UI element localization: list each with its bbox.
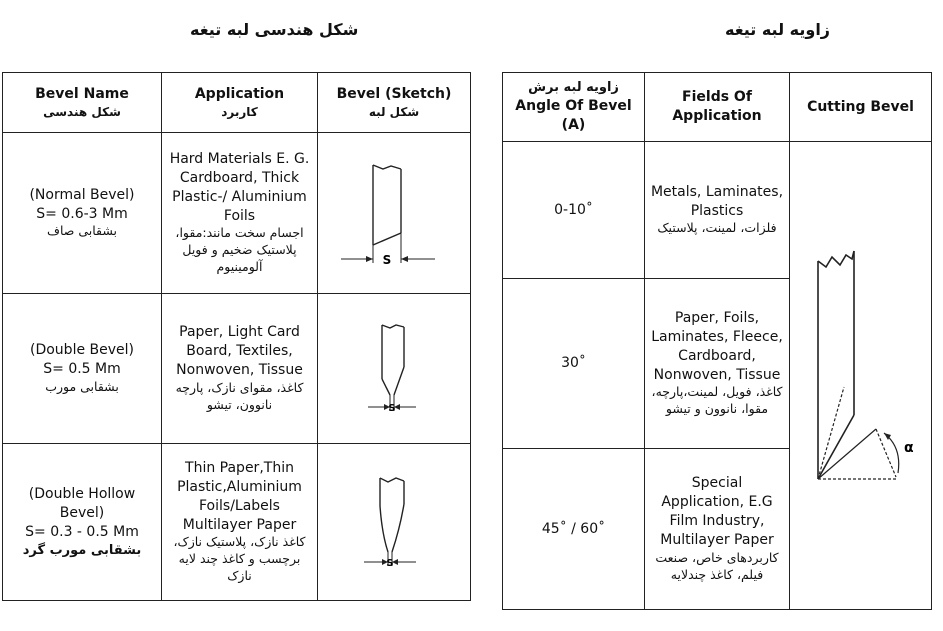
double-hollow-bevel-sketch <box>344 472 444 572</box>
cutting-bevel-cell <box>790 142 932 610</box>
sketch-cell <box>318 444 471 601</box>
fields-cell: Paper, Foils, Laminates, Fleece, Cardboard, Nonwoven, Tissue کاغذ، فویل، لمینت،پارچه، مقوا، نانوون و تیشو <box>645 279 790 449</box>
bevel-shape-table <box>2 72 471 601</box>
sketch-cell <box>318 133 471 294</box>
bevel-name-cell: (Normal Bevel) S= 0.6-3 Mm بشقابی صاف <box>3 133 162 294</box>
table-row <box>3 133 471 294</box>
table-row <box>503 142 932 279</box>
table-row <box>3 294 471 444</box>
header-angle: زاویه لبه برش Angle Of Bevel (A) <box>503 73 645 142</box>
sketch-cell <box>318 294 471 444</box>
sketch-s-label: S <box>386 558 394 569</box>
header-bevel-name: Bevel Name شکل هندسی <box>3 73 162 133</box>
header-fields: Fields Of Application <box>645 73 790 142</box>
header-cutting-bevel: Cutting Bevel <box>790 73 932 142</box>
cutting-angle-label: α <box>904 439 914 456</box>
sketch-s-label: S <box>382 253 392 267</box>
angle-cell: 0-10˚ <box>503 142 645 279</box>
header-sketch: Bevel (Sketch) شکل لبه <box>318 73 471 133</box>
angle-cell: 30˚ <box>503 279 645 449</box>
bevel-angle-table <box>502 72 932 610</box>
application-cell: Paper, Light Card Board, Textiles, Nonwoven, Tissue کاغذ، مقوای نازک، پارچه نانوون، تیشو <box>162 294 318 444</box>
cutting-bevel-sketch <box>790 143 932 603</box>
bevel-name-cell: (Double Hollow Bevel) S= 0.3 - 0.5 Mm بشقابی مورب گرد <box>3 444 162 601</box>
bevel-name-cell: (Double Bevel) S= 0.5 Mm بشقابی مورب <box>3 294 162 444</box>
normal-bevel-sketch <box>339 153 449 273</box>
right-table-title: زاویه لبه تیغه <box>725 20 831 39</box>
header-application: Application کاربرد <box>162 73 318 133</box>
angle-cell: 45˚ / 60˚ <box>503 449 645 610</box>
fields-cell: Metals, Laminates, Plastics فلزات، لمینت، پلاستیک <box>645 142 790 279</box>
table-row <box>3 444 471 601</box>
fields-cell: Special Application, E.G Film Industry, Multilayer Paper کاربردهای خاص، صنعت فیلم، کاغذ چندلایه <box>645 449 790 610</box>
double-bevel-sketch <box>344 319 444 419</box>
left-table-title: شکل هندسی لبه تیغه <box>190 20 359 39</box>
sketch-s-label: S <box>388 402 396 414</box>
application-cell: Thin Paper,Thin Plastic,Aluminium Foils/Labels Multilayer Paper کاغذ نازک، پلاستیک نازک، برچسب و کاغذ چند لایه نازک <box>162 444 318 601</box>
application-cell: Hard Materials E. G. Cardboard, Thick Plastic-/ Aluminium Foils اجسام سخت مانند:مقوا، پلاستیک ضخیم و فویل آلومینیوم <box>162 133 318 294</box>
